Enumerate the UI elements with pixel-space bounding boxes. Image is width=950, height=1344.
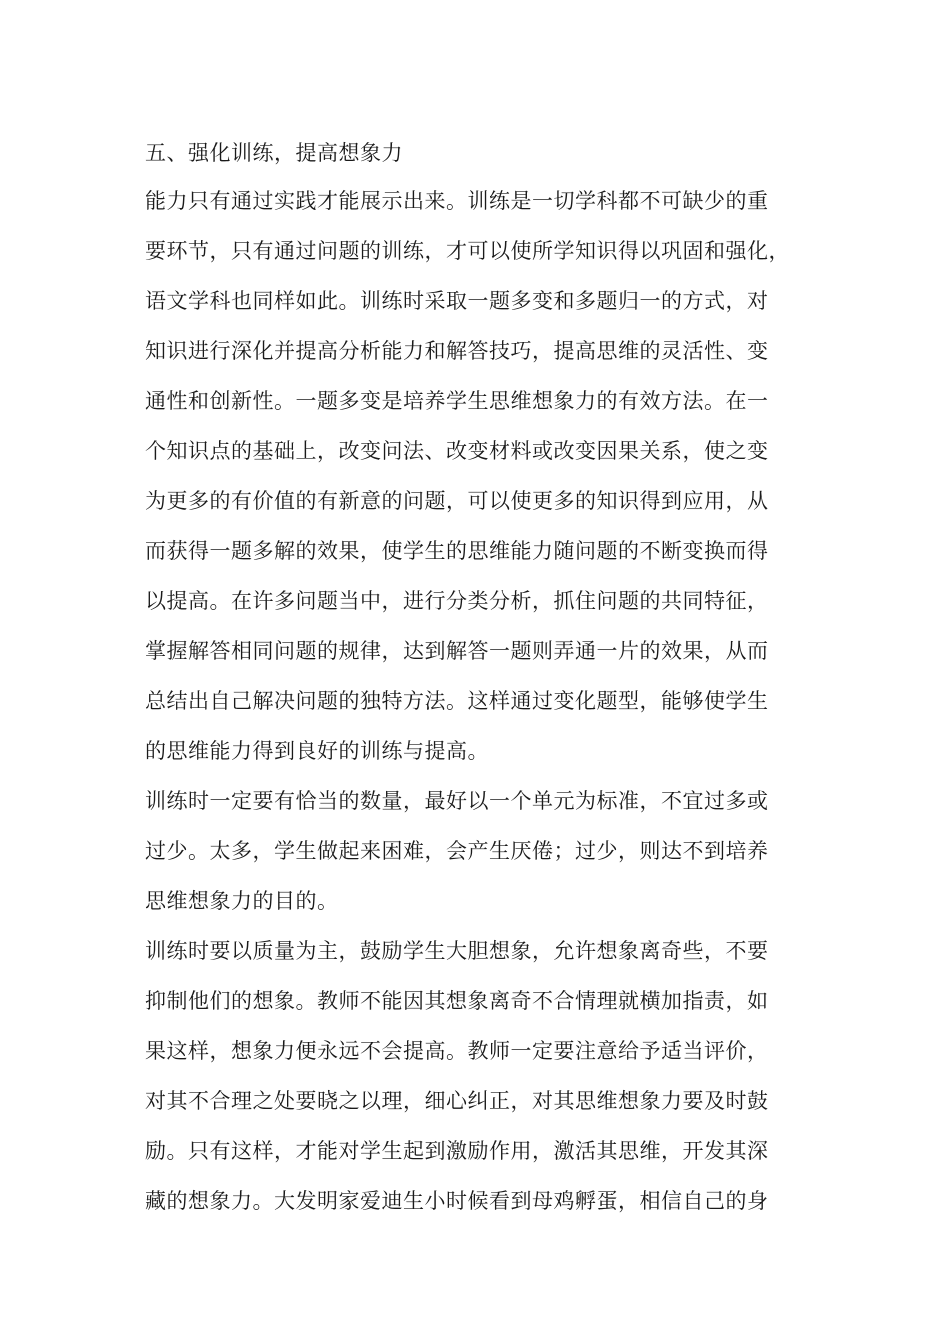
text-line: 为更多的有价值的有新意的问题，可以使更多的知识得到应用，从 (145, 489, 769, 513)
text-line: 训练时一定要有恰当的数量，最好以一个单元为标准，不宜过多或 (145, 789, 769, 813)
text-line: 能力只有通过实践才能展示出来。训练是一切学科都不可缺少的重 (145, 189, 769, 213)
text-line: 要环节，只有通过问题的训练，才可以使所学知识得以巩固和强化， (145, 239, 790, 263)
text-line: 语文学科也同样如此。训练时采取一题多变和多题归一的方式，对 (145, 289, 769, 313)
text-line: 掌握解答相同问题的规律，达到解答一题则弄通一片的效果，从而 (145, 639, 769, 663)
text-line: 思维想象力的目的。 (145, 889, 339, 913)
paragraph-2 (145, 776, 825, 926)
text-line: 对其不合理之处要晓之以理，细心纠正，对其思维想象力要及时鼓 (145, 1089, 769, 1113)
text-line: 总结出自己解决问题的独特方法。这样通过变化题型，能够使学生 (145, 689, 769, 713)
text-line: 个知识点的基础上，改变问法、改变材料或改变因果关系，使之变 (145, 439, 769, 463)
text-line: 以提高。在许多问题当中，进行分类分析，抓住问题的共同特征， (145, 589, 769, 613)
paragraph-1 (145, 176, 825, 776)
section-heading: 五、强化训练，提高想象力 (145, 141, 403, 165)
text-line: 励。只有这样，才能对学生起到激励作用，激活其思维，开发其深 (145, 1139, 769, 1163)
text-line: 而获得一题多解的效果，使学生的思维能力随问题的不断变换而得 (145, 539, 769, 563)
text-line: 训练时要以质量为主，鼓励学生大胆想象，允许想象离奇些，不要 (145, 939, 769, 963)
paragraph-3 (145, 926, 825, 1226)
document-page (145, 130, 825, 1226)
text-line: 知识进行深化并提高分析能力和解答技巧，提高思维的灵活性、变 (145, 339, 769, 363)
text-line: 果这样，想象力便永远不会提高。教师一定要注意给予适当评价， (145, 1039, 769, 1063)
text-line: 通性和创新性。一题多变是培养学生思维想象力的有效方法。在一 (145, 389, 769, 413)
text-line: 藏的想象力。大发明家爱迪生小时候看到母鸡孵蛋，相信自己的身 (145, 1189, 769, 1213)
text-line: 抑制他们的想象。教师不能因其想象离奇不合情理就横加指责，如 (145, 989, 769, 1013)
text-line: 过少。太多，学生做起来困难，会产生厌倦；过少，则达不到培养 (145, 839, 769, 863)
text-line: 的思维能力得到良好的训练与提高。 (145, 739, 489, 763)
